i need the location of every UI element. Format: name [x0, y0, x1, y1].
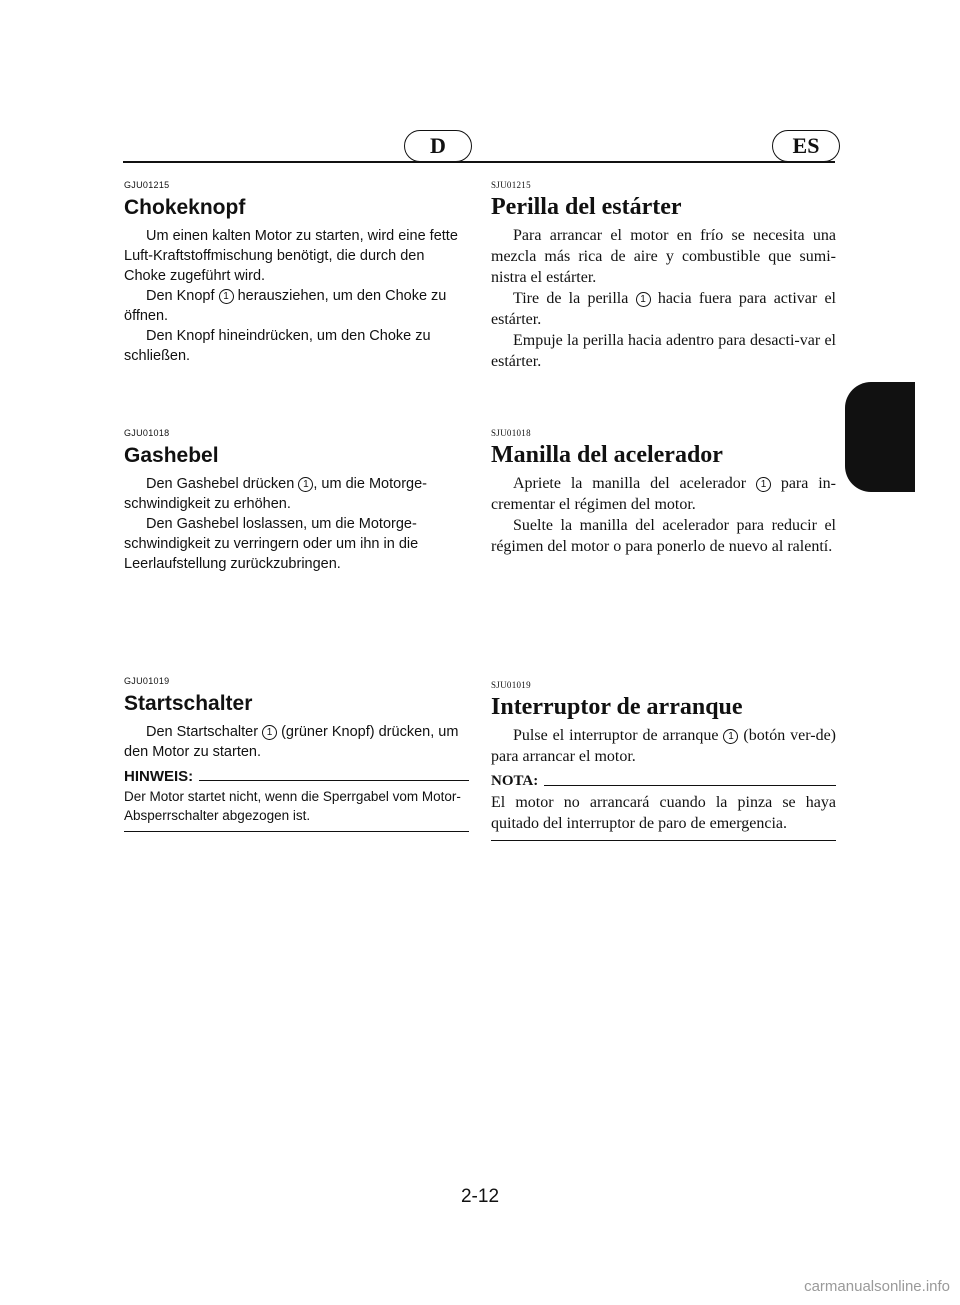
text: hacia fuera para activar el estárter.: [491, 290, 837, 328]
note-label: HINWEIS:: [124, 768, 194, 785]
watermark: carmanualsonline.info: [804, 1278, 950, 1295]
section-code: GJU01215: [124, 180, 170, 190]
paragraph: [491, 725, 836, 767]
paragraph: [124, 286, 469, 326]
callout-number: 1: [298, 477, 313, 492]
section-title: Chokeknopf: [124, 196, 246, 219]
note-rule: [544, 785, 836, 786]
callout-number: 1: [636, 292, 651, 307]
paragraph: Empuje la perilla hacia adentro para desacti-var el estárter.: [491, 332, 836, 370]
text: Den Startschalter: [146, 724, 259, 740]
note-rule: [199, 780, 469, 781]
text: Tire de la perilla: [513, 290, 629, 307]
paragraph: Um einen kalten Motor zu starten, wird eine fette Luft-Kraftstoffmischung benötigt, die durch den Choke zugeführt wird.: [124, 228, 458, 284]
callout-number: 1: [219, 289, 234, 304]
section-title: Gashebel: [124, 444, 219, 467]
section-code: SJU01019: [491, 680, 531, 690]
es-section-choke: [491, 180, 836, 372]
text: , um die Motorge-schwindigkeit zu erhöhen.: [124, 476, 427, 512]
badge-es-label: ES: [792, 133, 820, 158]
section-code: GJU01018: [124, 428, 170, 438]
paragraph: Para arrancar el motor en frío se necesita una mezcla más rica de aire y combustible que sumi-nistra el estárter.: [491, 227, 836, 286]
callout-number: 1: [262, 725, 277, 740]
paragraph: [491, 288, 836, 330]
section-title: Perilla del estárter: [491, 194, 682, 220]
callout-number: 1: [723, 729, 738, 744]
section-code: SJU01018: [491, 428, 531, 438]
badge-d-label: D: [430, 133, 446, 158]
paragraph: Den Knopf hineindrücken, um den Choke zu schließen.: [124, 328, 431, 364]
section-title: Manilla del acelerador: [491, 442, 723, 468]
section-title: Interruptor de arranque: [491, 694, 743, 720]
note-text: Der Motor startet nicht, wenn die Sperrgabel vom Motor-Absperrschalter abgezogen ist.: [124, 787, 469, 832]
text: Den Gashebel drücken: [146, 476, 295, 492]
text: herausziehen, um den Choke zu öffnen.: [124, 288, 447, 324]
text: Den Knopf: [146, 288, 215, 304]
text: (botón ver-de) para arrancar el motor.: [491, 727, 837, 765]
section-thumb-tab: [845, 382, 915, 492]
es-section-start-switch: [491, 680, 836, 841]
de-section-start-switch: [124, 676, 469, 832]
text: Apriete la manilla del acelerador: [513, 475, 747, 492]
note-label: NOTA:: [491, 773, 539, 789]
section-code: SJU01215: [491, 180, 531, 190]
paragraph: [491, 473, 836, 515]
de-section-choke: [124, 180, 469, 366]
es-section-throttle: [491, 428, 836, 557]
paragraph: Suelte la manilla del acelerador para reducir el régimen del motor o para ponerlo de nuevo al ralentí.: [491, 517, 836, 555]
note-header: [124, 768, 469, 785]
paragraph: Den Gashebel loslassen, um die Motorge-schwindigkeit zu verringern oder um ihn in die Leerlaufstellung zurückzubringen.: [124, 516, 419, 572]
paragraph: [124, 722, 469, 762]
text: Pulse el interruptor de arranque: [513, 727, 719, 744]
callout-number: 1: [756, 477, 771, 492]
section-title: Startschalter: [124, 692, 253, 715]
paragraph: [124, 474, 469, 514]
language-badge-d: [404, 130, 472, 162]
language-badge-es: [772, 130, 840, 162]
note-text: El motor no arrancará cuando la pinza se haya quitado del interruptor de paro de emergencia.: [491, 792, 836, 841]
page-number: 2-12: [460, 1186, 500, 1207]
section-code: GJU01019: [124, 676, 170, 686]
text: (grüner Knopf) drücken, um den Motor zu starten.: [124, 724, 459, 760]
header-rule: [123, 161, 835, 163]
note-header: [491, 773, 836, 790]
de-section-throttle: [124, 428, 469, 574]
text: para in-crementar el régimen del motor.: [491, 475, 836, 513]
